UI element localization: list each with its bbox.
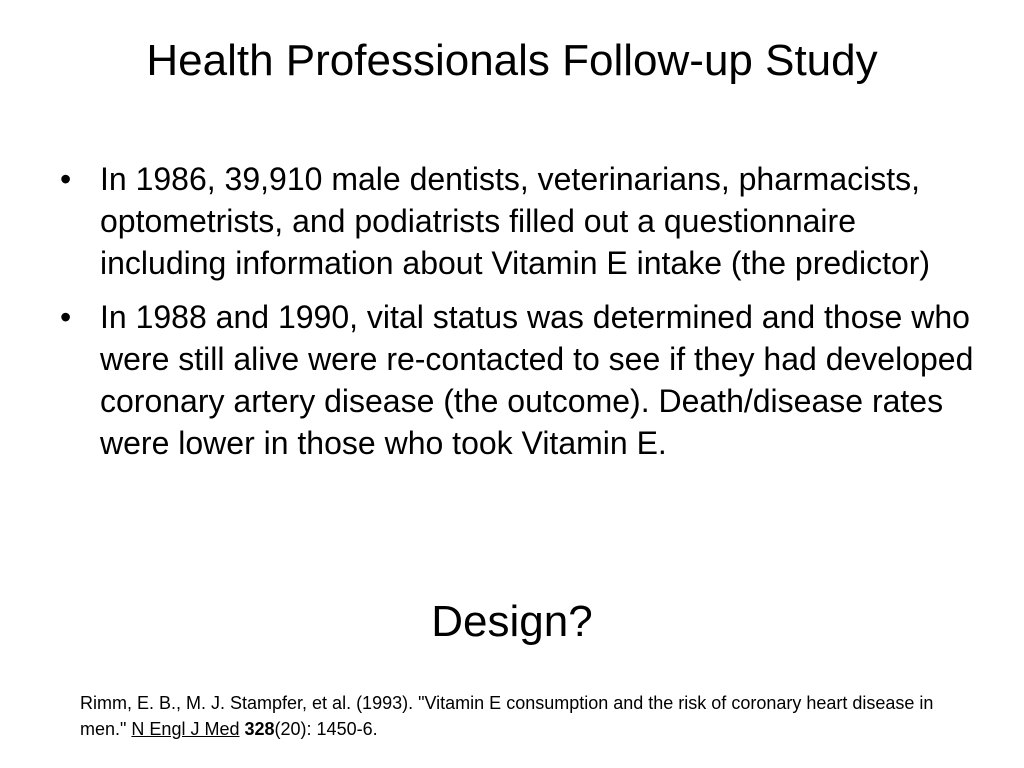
bullet-item — [60, 158, 980, 284]
bullet-text: In 1988 and 1990, vital status was determined and those who were still alive were re-contacted to see if they had developed coronary artery disease (the outcome). Death/disease rates were lower in those who took Vitamin E. — [100, 299, 974, 461]
bullet-marker: • — [60, 161, 72, 197]
bullet-text: In 1986, 39,910 male dentists, veterinarians, pharmacists, optometrists, and podiatrists filled out a questionnaire including information about Vitamin E intake (the predictor) — [100, 161, 931, 281]
citation-suffix: (20): 1450-6. — [274, 719, 378, 739]
citation — [80, 690, 960, 742]
citation-journal-link[interactable]: N Engl J Med — [131, 719, 240, 739]
bullet-marker: • — [60, 299, 72, 335]
bullet-item — [60, 296, 980, 464]
slide-title: Health Professionals Follow-up Study — [146, 36, 878, 85]
design-question: Design? — [431, 597, 593, 646]
citation-volume: 328 — [244, 719, 275, 739]
bullet-list — [60, 158, 980, 476]
citation-prefix: Rimm, E. B., M. J. Stampfer, et al. (1993). "Vitamin E consumption and the risk of coronary heart disease in men." — [80, 693, 934, 739]
